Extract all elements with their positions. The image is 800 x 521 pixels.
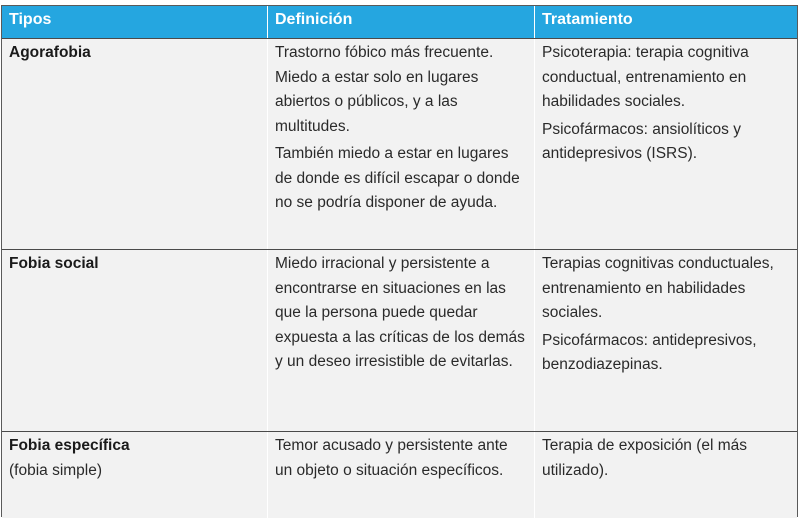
tratamiento-paragraph: Psicoterapia: terapia cognitiva conductual, entrenamiento en habilidades sociales. [542,44,749,110]
tipo-cell [2,432,267,518]
tratamiento-paragraph: Terapia de exposición (el más utilizado). [542,437,748,479]
tratamiento-paragraph: Psicofármacos: ansiolíticos y antidepresivos (ISRS). [542,120,741,162]
tratamiento-paragraph: Psicofármacos: antidepresivos, benzodiazepinas. [542,331,757,373]
definicion-paragraph: Temor acusado y persistente ante un objeto o situación específicos. [275,437,508,479]
tratamiento-paragraph: Terapias cognitivas conductuales, entrenamiento en habilidades sociales. [542,255,774,321]
tipo-name: Fobia específica [9,437,130,454]
definicion-paragraph: También miedo a estar en lugares de donde es difícil escapar o donde no se podría disponer de ayuda. [275,145,520,211]
tratamiento-cell [534,250,797,432]
header-definicion: Definición [267,6,534,38]
header-tipos: Tipos [9,11,52,28]
tratamiento-cell [534,432,797,518]
header-tratamiento: Tratamiento [534,6,797,38]
table-header-row [2,6,797,38]
table-row [2,249,797,432]
table-row [2,431,797,518]
phobia-table [1,5,798,517]
definicion-paragraph: Miedo irracional y persistente a encontrarse en situaciones en las que la persona puede quedar expuesta a las críticas de los demás y un deseo irresistible de evitarlas. [275,255,525,370]
definicion-cell [267,250,534,432]
tipo-name: Agorafobia [9,44,91,61]
definicion-cell [267,39,534,250]
tipo-cell [2,39,267,250]
table-row [2,38,797,250]
definicion-cell [267,432,534,518]
definicion-paragraph: Trastorno fóbico más frecuente. Miedo a estar solo en lugares abiertos o públicos, y a las multitudes. [275,44,494,135]
tipo-subtitle: (fobia simple) [9,461,103,479]
tipo-name: Fobia social [9,255,99,272]
tratamiento-cell [534,39,797,250]
tipo-cell [2,250,267,432]
